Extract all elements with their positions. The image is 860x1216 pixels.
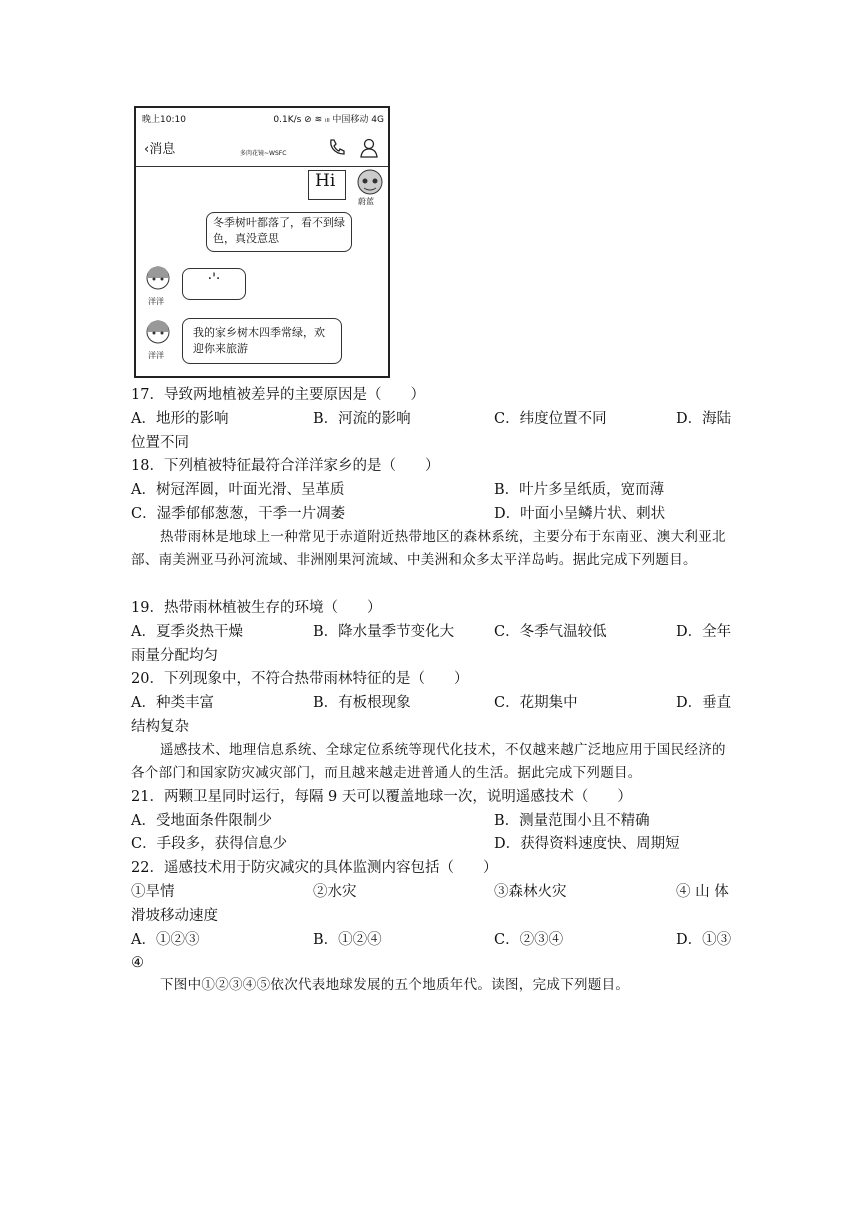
passage-rainforest: 热带雨林是地球上一种常见于赤道附近热带地区的森林系统，主要分布于东南亚、澳大利亚北部、南美洲亚马孙河流域、非洲刚果河流域、中美洲和众多太平洋岛屿。据此完成下列题目。 [131, 529, 726, 568]
q20-option-a: A．种类丰富 [131, 695, 214, 711]
q22-option-d: D．①③ [676, 932, 732, 948]
q20-option-d: D．垂直 [676, 695, 732, 711]
passage-remote-sensing: 遥感技术、地理信息系统、全球定位系统等现代化技术，不仅越来越广泛地应用于国民经济的各个部门和国家防灾减灾部门，而且越来越走进普通人的生活。据此完成下列题目。 [131, 742, 726, 781]
q19-option-c: C．冬季气温较低 [494, 624, 607, 640]
q22-option-a: A．①②③ [131, 932, 200, 948]
q19-option-b: B．降水量季节变化大 [313, 624, 455, 640]
chat-name: 多肉花镜~WSFC [240, 150, 287, 157]
q21-option-a: A．受地面条件限制少 [131, 813, 272, 829]
left-avatar-label: 洋洋 [148, 297, 164, 306]
q17-option-a: A．地形的影响 [131, 411, 229, 427]
q18-option-d: D．叶面小呈鳞片状、刺状 [494, 506, 666, 522]
q19-option-d-continued: 雨量分配均匀 [131, 648, 218, 664]
right-avatar-label: 蔚蓝 [358, 197, 374, 206]
q22-stem: 22．遥感技术用于防灾减灾的具体监测内容包括（ ） [131, 860, 498, 876]
q22-item-4-continued: 滑坡移动速度 [131, 908, 218, 924]
q17-stem: 17．导致两地植被差异的主要原因是（ ） [131, 387, 425, 403]
q22-item-2: ②水灾 [313, 884, 357, 900]
q18-option-a: A．树冠浑圆，叶面光滑、呈革质 [131, 482, 345, 498]
q21-stem: 21．两颗卫星同时运行，每隔 9 天可以覆盖地球一次，说明遥感技术（ ） [131, 789, 632, 805]
chat-header [136, 130, 388, 167]
q20-option-b: B．有板根现象 [313, 695, 411, 711]
q18-stem: 18．下列植被特征最符合洋洋家乡的是（ ） [131, 458, 440, 474]
q19-stem: 19．热带雨林植被生存的环境（ ） [131, 600, 382, 616]
q18-option-c: C．湿季郁郁葱葱，干季一片凋萎 [131, 506, 346, 522]
q17-option-d-continued: 位置不同 [131, 435, 189, 451]
q18-option-b: B．叶片多呈纸质，宽而薄 [494, 482, 665, 498]
right-avatar-icon [352, 168, 388, 198]
q17-option-b: B．河流的影响 [313, 411, 411, 427]
q20-option-d-continued: 结构复杂 [131, 719, 189, 735]
chat-screenshot-figure [134, 106, 390, 378]
q21-option-d: D．获得资料速度快、周期短 [494, 836, 680, 852]
q17-option-c: C．纬度位置不同 [494, 411, 607, 427]
q17-option-d: D．海陆 [676, 411, 732, 427]
q22-item-3: ③森林火灾 [494, 884, 567, 900]
winter-message-bubble: 冬季树叶都落了，看不到绿色，真没意思 [206, 212, 352, 252]
status-time: 晚上10:10 [142, 115, 186, 125]
q19-option-a: A．夏季炎热干燥 [131, 624, 243, 640]
phone-call-icon [328, 138, 346, 156]
status-bar [142, 112, 384, 125]
q22-option-d-continued: ④ [131, 955, 144, 971]
hi-message-bubble: Hi [308, 170, 346, 200]
back-button: ‹消息 [144, 142, 176, 157]
emoji-message-bubble: ·'· [182, 268, 246, 300]
user-profile-icon [360, 138, 378, 158]
q21-option-c: C．手段多，获得信息少 [131, 836, 288, 852]
q22-option-b: B．①②④ [313, 932, 382, 948]
q22-item-1: ①旱情 [131, 884, 175, 900]
back-label: 消息 [149, 142, 176, 157]
q22-item-4: ④ 山 体 [676, 884, 729, 900]
q19-option-d: D．全年 [676, 624, 732, 640]
hometown-message-bubble: 我的家乡树木四季常绿，欢迎你来旅游 [182, 318, 342, 364]
status-network: 0.1K/s ⊘ ≋ ᵢₗₗ 中国移动 4G [273, 115, 384, 125]
left-avatar-label-2: 洋洋 [148, 351, 164, 360]
passage-geologic-eras: 下图中①②③④⑤依次代表地球发展的五个地质年代。读图，完成下列题目。 [160, 977, 630, 993]
q21-option-b: B．测量范围小且不精确 [494, 813, 650, 829]
q20-stem: 20．下列现象中，不符合热带雨林特征的是（ ） [131, 671, 469, 687]
q22-option-c: C．②③④ [494, 932, 564, 948]
q20-option-c: C．花期集中 [494, 695, 578, 711]
